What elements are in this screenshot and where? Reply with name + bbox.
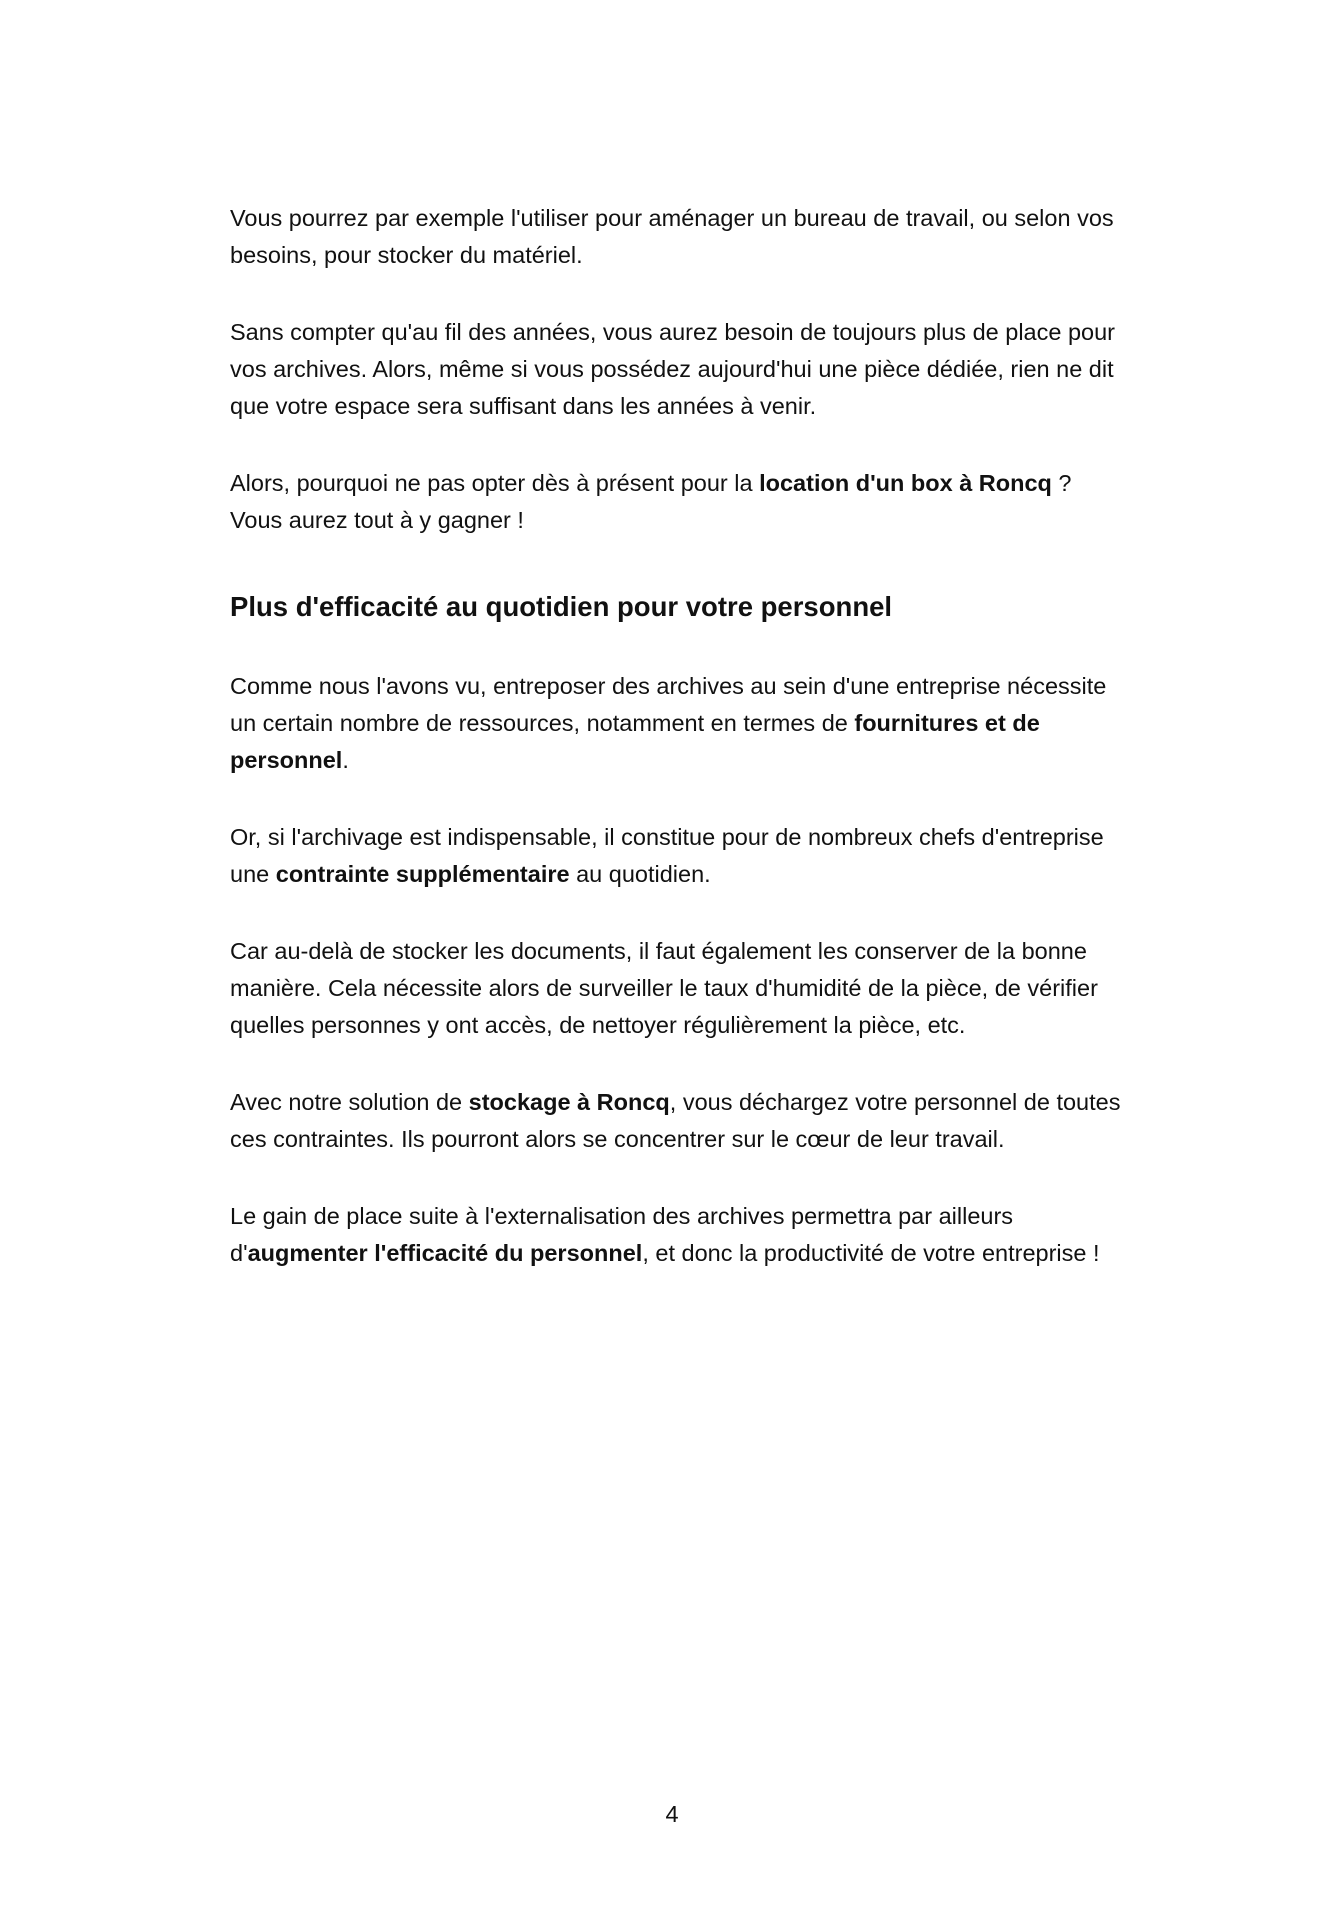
paragraph-text: Or, si l'archivage est indispensable, il constitue pour de nombreux chefs d'entreprise une: [230, 824, 1104, 887]
paragraph-text: Comme nous l'avons vu, entreposer des archives au sein d'une entreprise nécessite un certain nombre de ressources, notamment en termes de: [230, 673, 1107, 736]
bold-phrase: stockage à Roncq: [468, 1089, 670, 1115]
paragraph-text: Le gain de place suite à l'externalisation des archives permettra par ailleurs d': [230, 1203, 1014, 1266]
page-number: 4: [665, 1801, 679, 1827]
paragraph-text: au quotidien.: [569, 861, 711, 887]
paragraph: [230, 1198, 1130, 1272]
paragraph: [230, 668, 1130, 779]
paragraph: [230, 819, 1130, 893]
document-page: [230, 200, 1130, 1312]
bold-phrase: contrainte supplémentaire: [275, 861, 570, 887]
paragraph-text: .: [342, 747, 349, 773]
paragraph-text: , vous déchargez votre personnel de toutes ces contraintes. Ils pourront alors se concentrer sur le cœur de leur travail.: [230, 1089, 1121, 1152]
paragraph-text: ? Vous aurez tout à y gagner !: [230, 470, 1072, 533]
paragraph-text: Avec notre solution de: [230, 1089, 469, 1115]
paragraph: Car au-delà de stocker les documents, il faut également les conserver de la bonne manière. Cela nécessite alors de surveiller le taux d'humidité de la pièce, de vérifier quelles personnes y ont accès, de nettoyer régulièrement la pièce, etc.: [230, 938, 1098, 1038]
bold-phrase: location d'un box à Roncq: [759, 470, 1052, 496]
paragraph-text: Alors, pourquoi ne pas opter dès à présent pour la: [230, 470, 760, 496]
bold-phrase: augmenter l'efficacité du personnel: [247, 1240, 643, 1266]
section-heading: Plus d'efficacité au quotidien pour votre personnel: [230, 591, 893, 622]
paragraph-text: , et donc la productivité de votre entreprise !: [642, 1240, 1100, 1266]
paragraph: Sans compter qu'au fil des années, vous aurez besoin de toujours plus de place pour vos archives. Alors, même si vous possédez aujourd'hui une pièce dédiée, rien ne dit que votre espace sera suffisant dans les années à venir.: [230, 319, 1115, 419]
paragraph: Vous pourrez par exemple l'utiliser pour aménager un bureau de travail, ou selon vos besoins, pour stocker du matériel.: [230, 205, 1114, 268]
paragraph: [230, 1084, 1130, 1158]
paragraph: [230, 465, 1130, 539]
bold-phrase: fournitures et de personnel: [230, 710, 1040, 773]
